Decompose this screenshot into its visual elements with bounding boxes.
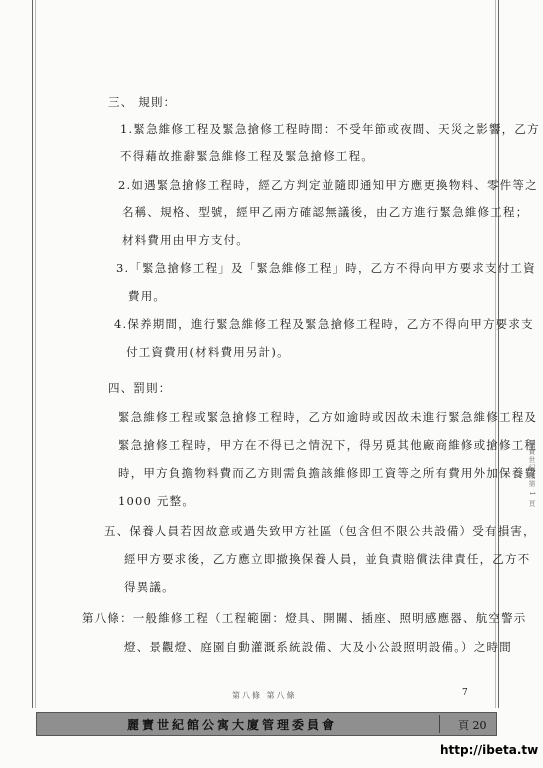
page-border-left-inner	[35, 0, 36, 708]
article-8-line-2: 燈、景觀燈、庭園自動灌溉系統設備、大及小公設照明設備。）之時間	[124, 640, 512, 654]
section-5-line-3: 得異議。	[124, 580, 175, 594]
rule-3-line-2: 費用。	[128, 289, 167, 303]
page-number: 7	[462, 688, 468, 698]
section-heading-penalties: 四、罰則：	[108, 381, 172, 395]
rule-3-line-1: 3.「緊急搶修工程」及「緊急維修工程」時，乙方不得向甲方要求支付工資	[116, 261, 536, 275]
penalty-line-2: 緊急搶修工程時，甲方在不得已之情況下，得另覓其他廠商維修或搶修工程	[118, 438, 538, 452]
footer-title: 麗寶世紀館公寓大廈管理委員會	[127, 718, 338, 732]
rule-4-line-2: 付工資費用(材料費用另計)。	[126, 345, 290, 359]
penalty-line-3: 時，甲方負擔物料費而乙方則需負擔該維修即工資等之所有費用外加保養費	[118, 466, 538, 480]
page-border-left	[32, 0, 33, 708]
rule-2-line-2: 名稱、規格、型號，經甲乙兩方確認無議後，由乙方進行緊急維修工程；	[122, 205, 529, 219]
cutoff-text: 第八條 第八條	[232, 691, 297, 700]
footer-bar	[36, 712, 497, 736]
rule-2-line-3: 材料費用由甲方支付。	[122, 233, 249, 247]
side-margin-text: 麗寶世紀館第 1 頁	[528, 440, 536, 508]
rule-1-line-2: 不得藉故推辭緊急維修工程及緊急搶修工程。	[120, 149, 374, 163]
footer-divider	[439, 715, 440, 733]
rule-2-line-1: 2.如遇緊急搶修工程時，經乙方判定並隨即通知甲方應更換物料、零件等之	[118, 178, 538, 192]
page-border-right-inner	[495, 0, 496, 708]
section-heading-rules: 三、 規則：	[108, 95, 177, 109]
penalty-line-1: 緊急維修工程或緊急搶修工程時，乙方如逾時或因故未進行緊急維修工程及	[118, 410, 538, 424]
watermark-url: http://ibeta.tw	[440, 743, 539, 757]
rule-4-line-1: 4.保养期間，進行緊急維修工程及緊急搶修工程時，乙方不得向甲方要求支	[114, 317, 534, 331]
article-8-line-1: 第八條：一般維修工程（工程範圍：燈具、開關、插座、照明感應器、航空警示	[82, 611, 527, 625]
footer-page-label: 頁 20	[458, 719, 487, 732]
rule-1-line-1: 1.緊急維修工程及緊急搶修工程時間：不受年節或夜間、天災之影響，乙方	[120, 122, 540, 136]
section-5-line-1: 五、保養人員若因故意或過失致甲方社區（包含但不限公共設備）受有損害，	[104, 524, 536, 538]
page-border-right	[498, 0, 499, 708]
penalty-line-4: 1000 元整。	[118, 494, 196, 508]
section-5-line-2: 經甲方要求後，乙方應立即撤換保養人員，並負責賠償法律責任，乙方不	[124, 552, 531, 566]
